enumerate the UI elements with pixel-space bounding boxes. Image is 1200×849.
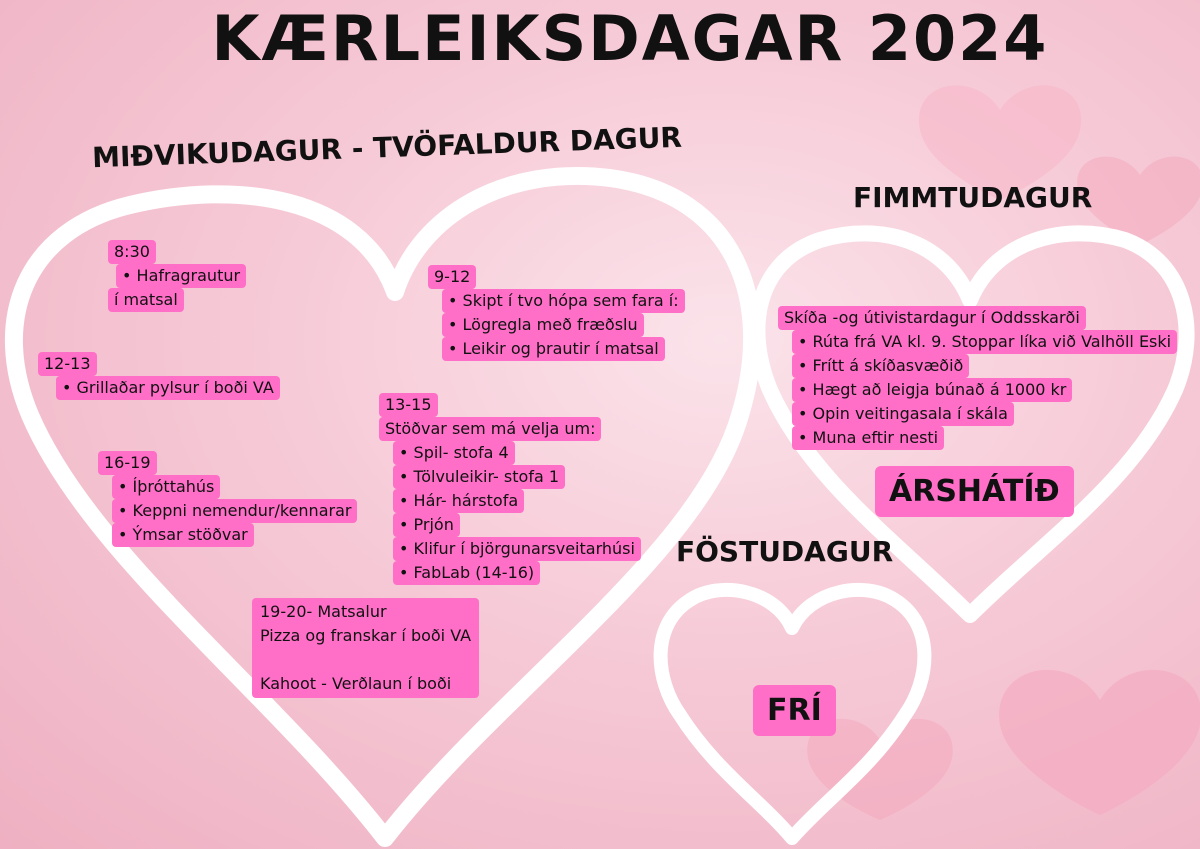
schedule-block-1619 (98, 451, 357, 547)
event-badge: ÁRSHÁTÍÐ (875, 466, 1074, 517)
intro-label: Skíða -og útivistardagur í Oddsskarði (778, 306, 1086, 330)
list-item: • Muna eftir nesti (792, 426, 944, 450)
background-heart-icon (999, 670, 1200, 815)
schedule-block-1213 (38, 352, 280, 400)
list-item: • FabLab (14-16) (393, 561, 540, 585)
wednesday-heading: MIÐVIKUDAGUR - TVÖFALDUR DAGUR (91, 120, 683, 175)
list-item: • Ýmsar stöðvar (112, 523, 254, 547)
time-label: 12-13 (38, 352, 97, 376)
time-label: 13-15 (379, 393, 438, 417)
day-off-badge: FRÍ (753, 685, 836, 736)
thursday-block (778, 306, 1177, 450)
list-item: • Lögregla með fræðslu (442, 313, 644, 337)
list-item: • Klifur í björgunarsveitarhúsi (393, 537, 641, 561)
list-item: • Hár- hárstofa (393, 489, 524, 513)
list-item: • Prjón (393, 513, 460, 537)
list-item: • Rúta frá VA kl. 9. Stoppar líka við Valhöll Eski (792, 330, 1177, 354)
schedule-block-1315 (379, 393, 641, 585)
list-item: • Leikir og þrautir í matsal (442, 337, 665, 361)
page-title: KÆRLEIKSDAGAR 2024 (211, 2, 1049, 75)
schedule-block-1920 (252, 598, 479, 698)
time-label: 16-19 (98, 451, 157, 475)
schedule-block-0912 (428, 265, 685, 361)
info-line: Pizza og franskar í boði VA (260, 626, 472, 645)
schedule-block-0830 (108, 240, 246, 312)
time-label: 19-20- Matsalur (260, 602, 387, 621)
list-item: • Opin veitingasala í skála (792, 402, 1014, 426)
list-item: • Hafragrautur (116, 264, 246, 288)
list-item: • Grillaðar pylsur í boði VA (56, 376, 280, 400)
list-item: • Tölvuleikir- stofa 1 (393, 465, 565, 489)
time-label: 9-12 (428, 265, 476, 289)
list-item: • Frítt á skíðasvæðið (792, 354, 969, 378)
friday-heading: FÖSTUDAGUR (676, 535, 894, 568)
list-item: • Íþróttahús (112, 475, 220, 499)
thursday-heading: FIMMTUDAGUR (853, 181, 1093, 214)
list-item: • Skipt í tvo hópa sem fara í: (442, 289, 685, 313)
time-label: 8:30 (108, 240, 156, 264)
list-item: • Spil- stofa 4 (393, 441, 515, 465)
list-item: • Keppni nemendur/kennarar (112, 499, 357, 523)
list-item: • Hægt að leigja búnað á 1000 kr (792, 378, 1072, 402)
intro-label: Stöðvar sem má velja um: (379, 417, 601, 441)
note-label: í matsal (108, 288, 184, 312)
info-line: Kahoot - Verðlaun í boði (260, 674, 452, 693)
